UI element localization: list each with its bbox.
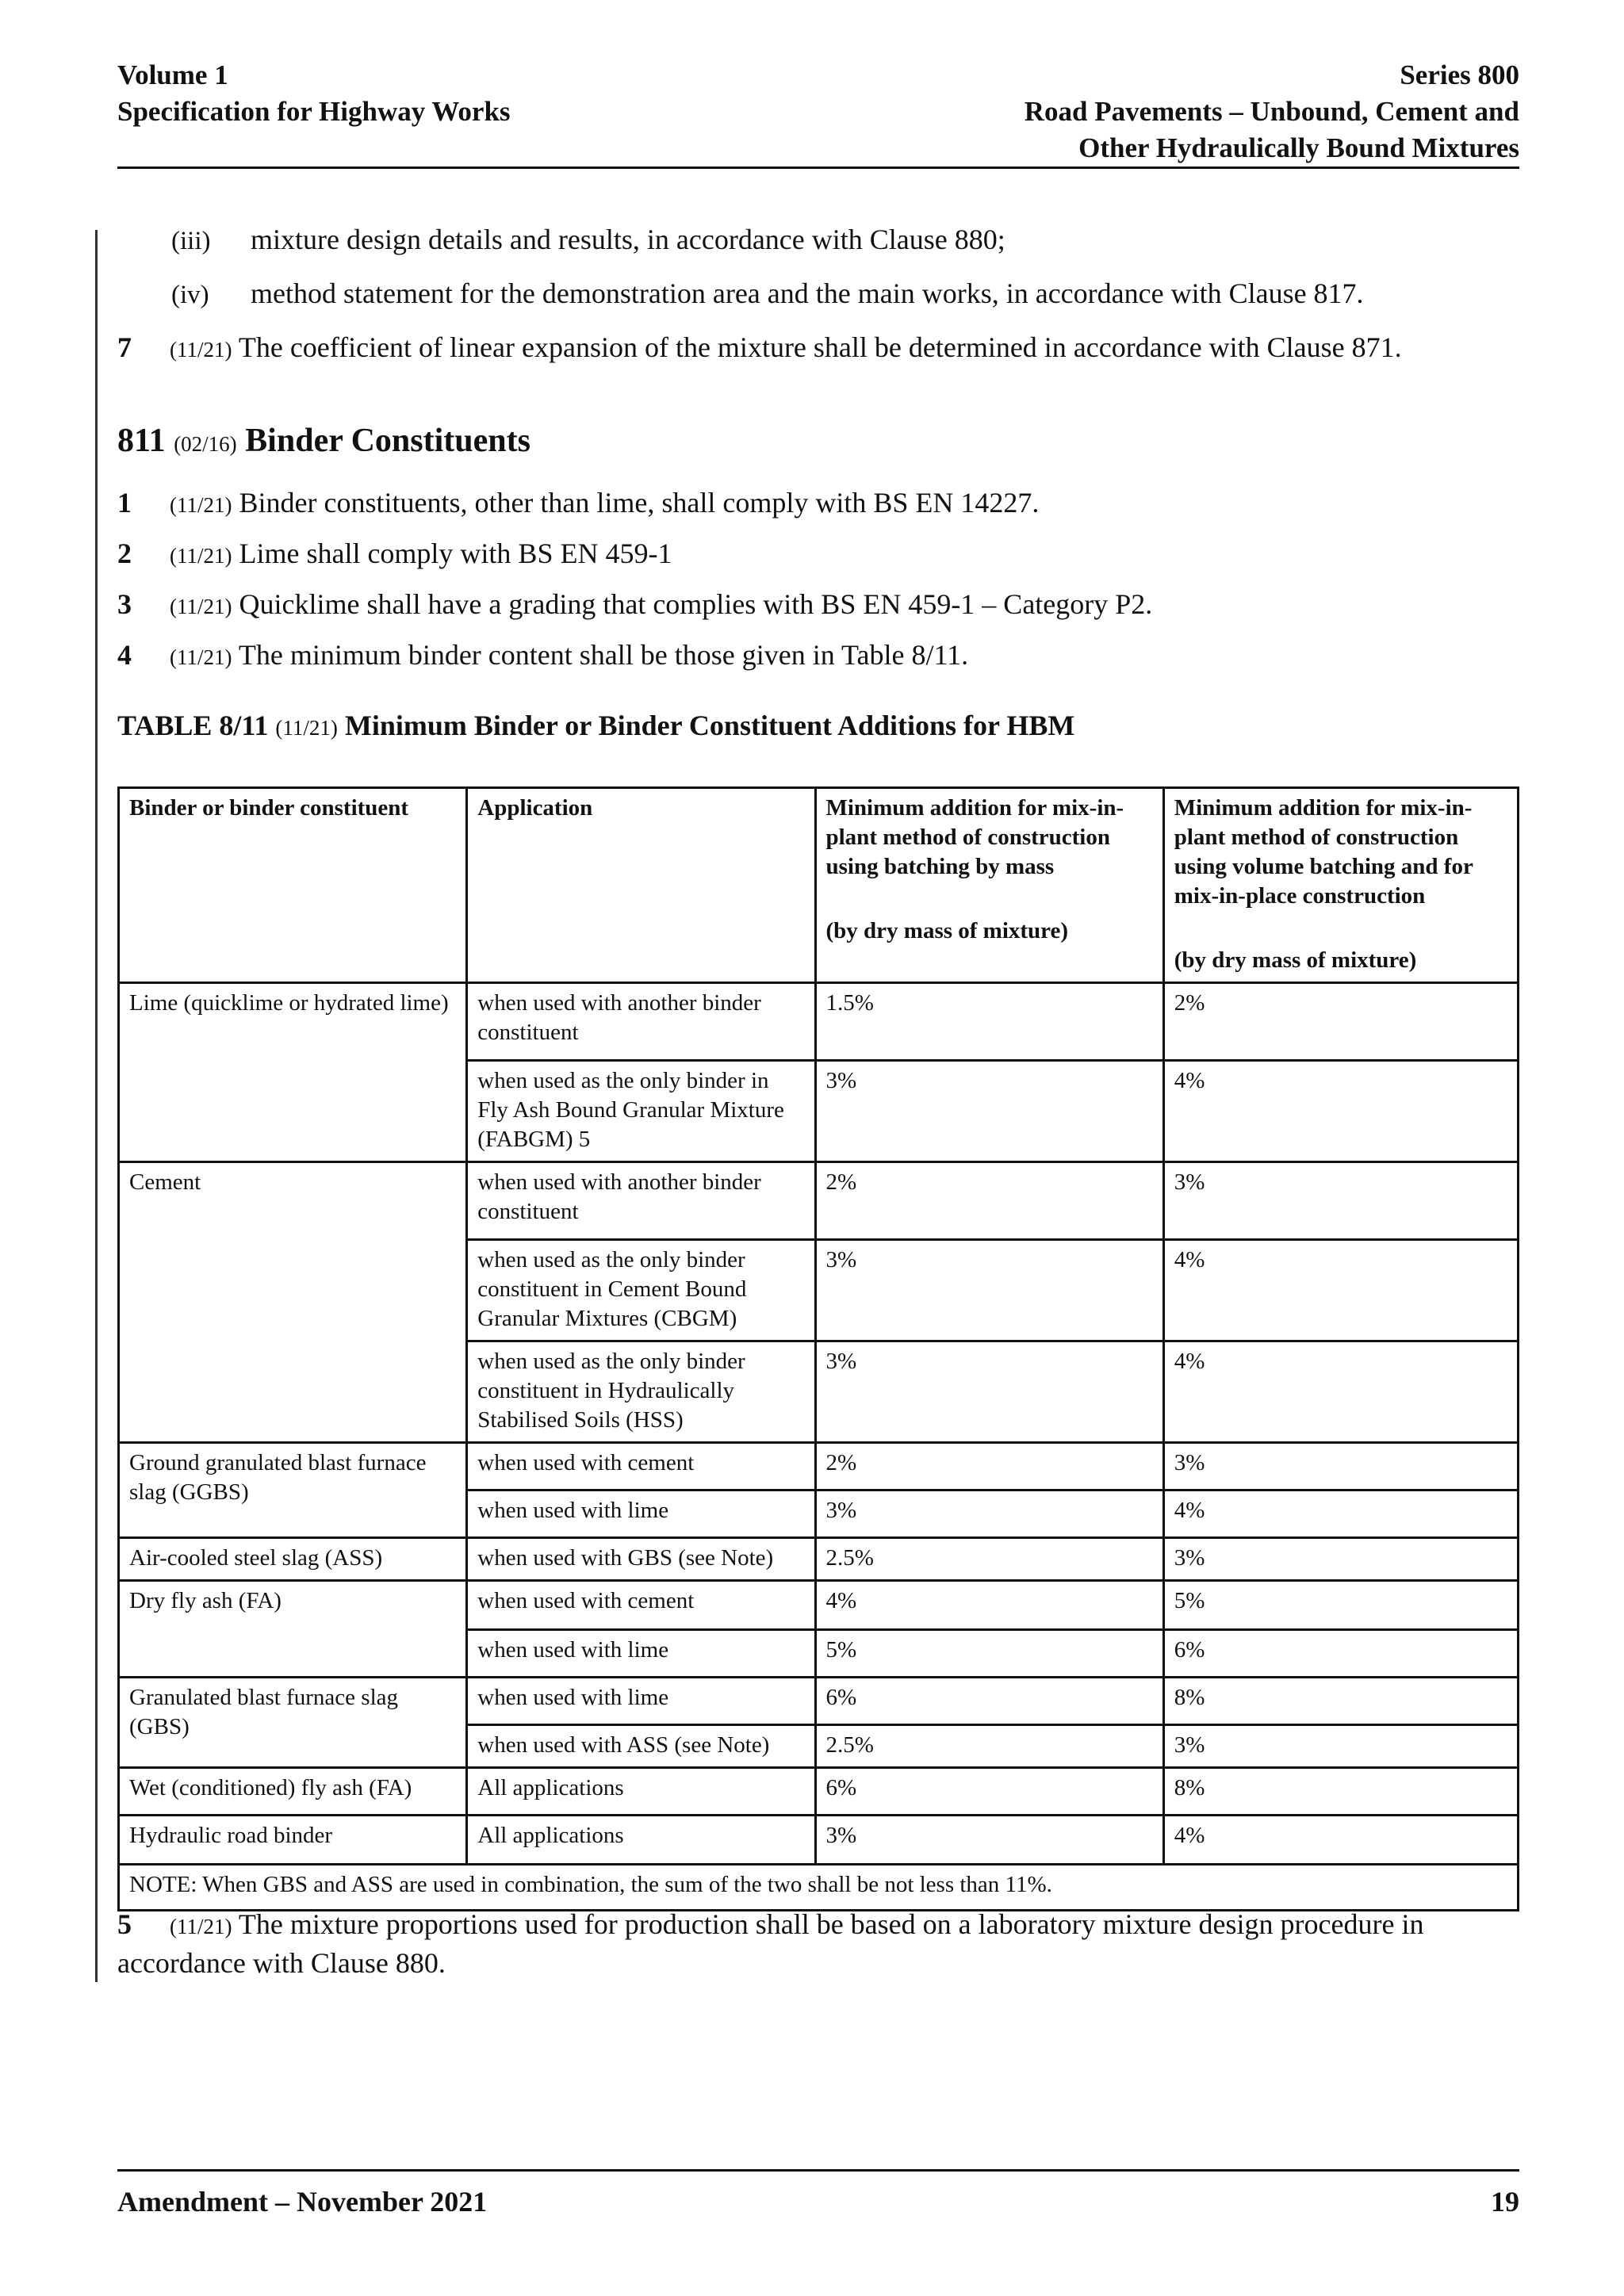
clause-2 [117,536,1521,573]
application-cell: when used with another binder constituent [467,1162,815,1240]
series-title-line2: Other Hydraulically Bound Mixtures [1078,132,1519,163]
clause-text: Quicklime shall have a grading that complies with BS EN 459-1 – Category P2. [239,588,1153,620]
clause-date: (11/21) [170,645,232,669]
binder-cell: Granulated blast furnace slag (GBS) [119,1678,467,1768]
mass-cell: 6% [815,1768,1163,1816]
binder-cell: Air-cooled steel slag (ASS) [119,1538,467,1581]
table-row [119,1816,1519,1865]
mass-cell: 2% [815,1443,1163,1490]
application-cell: when used as the only binder constituent in Cement Bound Granular Mixtures (CBGM) [467,1240,815,1341]
section-date: (02/16) [174,432,237,456]
binder-cell: Cement [119,1162,467,1443]
binder-cell: Wet (conditioned) fly ash (FA) [119,1768,467,1816]
application-cell: when used with GBS (see Note) [467,1538,815,1581]
column-header-unit: (by dry mass of mixture) [1174,947,1417,973]
binder-cell: Hydraulic road binder [119,1816,467,1865]
clause-number: 1 [117,487,132,519]
clause-text: The mixture proportions used for production shall be based on a laboratory mixture design procedure in accordance with Clause 880. [117,1908,1424,1979]
volume-cell: 6% [1163,1630,1518,1678]
application-cell: All applications [467,1768,815,1816]
mass-cell: 6% [815,1678,1163,1725]
volume-cell: 4% [1163,1341,1518,1443]
volume-cell: 4% [1163,1061,1518,1162]
column-header: Application [467,788,815,983]
application-cell: when used with another binder constituent [467,983,815,1061]
volume-cell: 4% [1163,1490,1518,1538]
binder-table [117,786,1519,1911]
clause-4 [117,637,1521,675]
clause-number: 4 [117,639,132,671]
table-note: NOTE: When GBS and ASS are used in combination, the sum of the two shall be not less than 11%. [119,1865,1519,1911]
volume-cell: 8% [1163,1678,1518,1725]
table-date: (11/21) [275,716,338,740]
header-right [1025,57,1519,166]
table-row [119,983,1519,1061]
sub-item [117,222,1521,258]
series-title-line1: Road Pavements – Unbound, Cement and [1024,96,1519,127]
volume-cell: 3% [1163,1725,1518,1768]
mass-cell: 3% [815,1061,1163,1162]
change-bar [95,230,98,1982]
volume-cell: 3% [1163,1538,1518,1581]
sub-item-text: method statement for the demonstration area and the main works, in accordance with Clause 817. [251,277,1364,309]
application-cell: when used with ASS (see Note) [467,1725,815,1768]
header-rule [117,166,1519,169]
series-label: Series 800 [1400,59,1519,90]
section-heading [117,422,530,460]
section-title: Binder Constituents [245,423,530,459]
clause-date: (11/21) [170,595,232,618]
mass-cell: 1.5% [815,983,1163,1061]
sub-item [117,276,1521,312]
application-cell: when used with lime [467,1678,815,1725]
binder-cell: Dry fly ash (FA) [119,1581,467,1678]
volume-cell: 8% [1163,1768,1518,1816]
mass-cell: 5% [815,1630,1163,1678]
application-cell: when used with lime [467,1490,815,1538]
mass-cell: 2.5% [815,1538,1163,1581]
application-cell: when used as the only binder in Fly Ash Bound Granular Mixture (FABGM) 5 [467,1061,815,1162]
clause-number: 3 [117,588,132,620]
clause-date: (11/21) [170,544,232,568]
clause-text: The coefficient of linear expansion of the mixture shall be determined in accordance with Clause 871. [238,331,1402,363]
mass-cell: 3% [815,1240,1163,1341]
mass-cell: 3% [815,1816,1163,1865]
table-header-row [119,788,1519,983]
volume-cell: 4% [1163,1240,1518,1341]
volume-cell: 5% [1163,1581,1518,1630]
mass-cell: 4% [815,1581,1163,1630]
mass-cell: 2.5% [815,1725,1163,1768]
table-row [119,1581,1519,1630]
binder-cell: Ground granulated blast furnace slag (GGBS) [119,1443,467,1538]
section-number: 811 [117,423,166,459]
volume-cell: 3% [1163,1443,1518,1490]
table-row [119,1443,1519,1490]
amendment-label: Amendment – November 2021 [117,2186,488,2218]
application-cell: All applications [467,1816,815,1865]
table-title: Minimum Binder or Binder Constituent Additions for HBM [344,710,1075,741]
clause-text: Binder constituents, other than lime, shall comply with BS EN 14227. [239,487,1040,519]
column-header: Minimum addition for mix-in-plant method of construction using volume batching and for mix-in-place construction (by dry mass of mixture) [1163,788,1518,983]
sub-item-text: mixture design details and results, in accordance with Clause 880; [251,224,1005,255]
column-header-unit: (by dry mass of mixture) [825,918,1069,943]
clause-7 [117,330,1521,367]
clause-number: 7 [117,331,132,363]
binder-cell: Lime (quicklime or hydrated lime) [119,983,467,1162]
column-header: Minimum addition for mix-in-plant method of construction using batching by mass (by dry mass of mixture) [815,788,1163,983]
table-row [119,1768,1519,1816]
clause-number: 5 [117,1908,132,1940]
clause-date: (11/21) [170,1915,232,1938]
table-number: TABLE 8/11 [117,710,269,741]
document-title: Specification for Highway Works [117,96,511,127]
table-caption [117,709,1074,742]
clause-3 [117,587,1521,624]
footer-rule [117,2169,1519,2172]
page-number: 19 [1491,2186,1519,2218]
mass-cell: 2% [815,1162,1163,1240]
table-note-row [119,1865,1519,1911]
table-row [119,1538,1519,1581]
clause-text: Lime shall comply with BS EN 459-1 [239,538,672,569]
application-cell: when used as the only binder constituent in Hydraulically Stabilised Soils (HSS) [467,1341,815,1443]
table-row [119,1678,1519,1725]
clause-text: The minimum binder content shall be those given in Table 8/11. [238,639,969,671]
mass-cell: 3% [815,1490,1163,1538]
clause-5 [117,1906,1521,1981]
mass-cell: 3% [815,1341,1163,1443]
clause-date: (11/21) [170,493,232,517]
header-left [117,57,511,130]
volume-label: Volume 1 [117,59,228,90]
clause-date: (11/21) [170,338,232,362]
sub-item-label: (iv) [171,281,209,309]
application-cell: when used with cement [467,1581,815,1630]
application-cell: when used with lime [467,1630,815,1678]
volume-cell: 3% [1163,1162,1518,1240]
sub-item-label: (iii) [171,227,211,255]
volume-cell: 2% [1163,983,1518,1061]
clause-1 [117,485,1521,522]
column-header: Binder or binder constituent [119,788,467,983]
volume-cell: 4% [1163,1816,1518,1865]
application-cell: when used with cement [467,1443,815,1490]
clause-number: 2 [117,538,132,569]
table-row [119,1162,1519,1240]
